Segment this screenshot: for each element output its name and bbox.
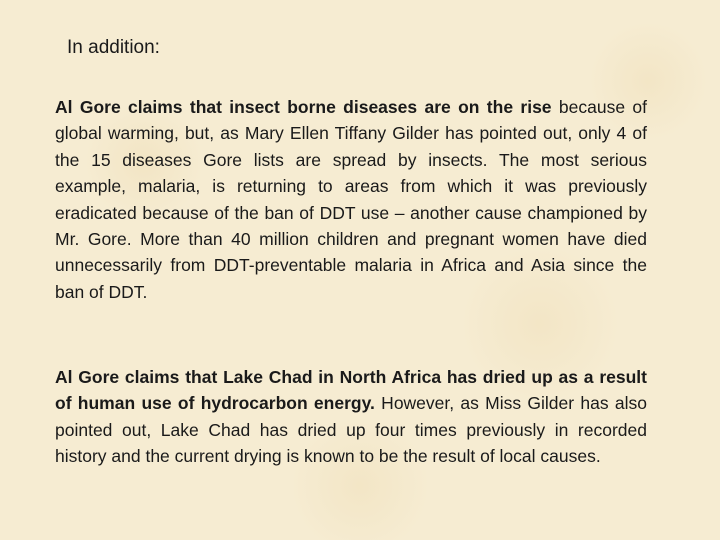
paragraph-lead: Al Gore claims that Lake Chad in North Africa has dried up as a result of human use of hydrocarbon energy.	[55, 367, 647, 414]
paragraph-insect-diseases	[55, 94, 647, 305]
paragraph-lake-chad	[55, 364, 647, 470]
paragraph-body: However, as Miss Gilder has also pointed out, Lake Chad has dried up four times previously in recorded history and the current drying is known to be the result of local causes.	[55, 393, 647, 467]
paragraph-lead: Al Gore claims that insect borne diseases are on the rise	[55, 97, 552, 117]
paragraph-body: because of global warming, but, as Mary Ellen Tiffany Gilder has pointed out, only 4 of the 15 diseases Gore lists are spread by insects. The most serious example, malaria, is returning to areas from which it was previously eradicated because of the ban of DDT use – another cause championed by Mr. Gore. More than 40 million children and pregnant women have died unnecessarily from DDT-preventable malaria in Africa and Asia since the ban of DDT.	[55, 97, 647, 302]
slide-heading: In addition:	[67, 37, 160, 58]
